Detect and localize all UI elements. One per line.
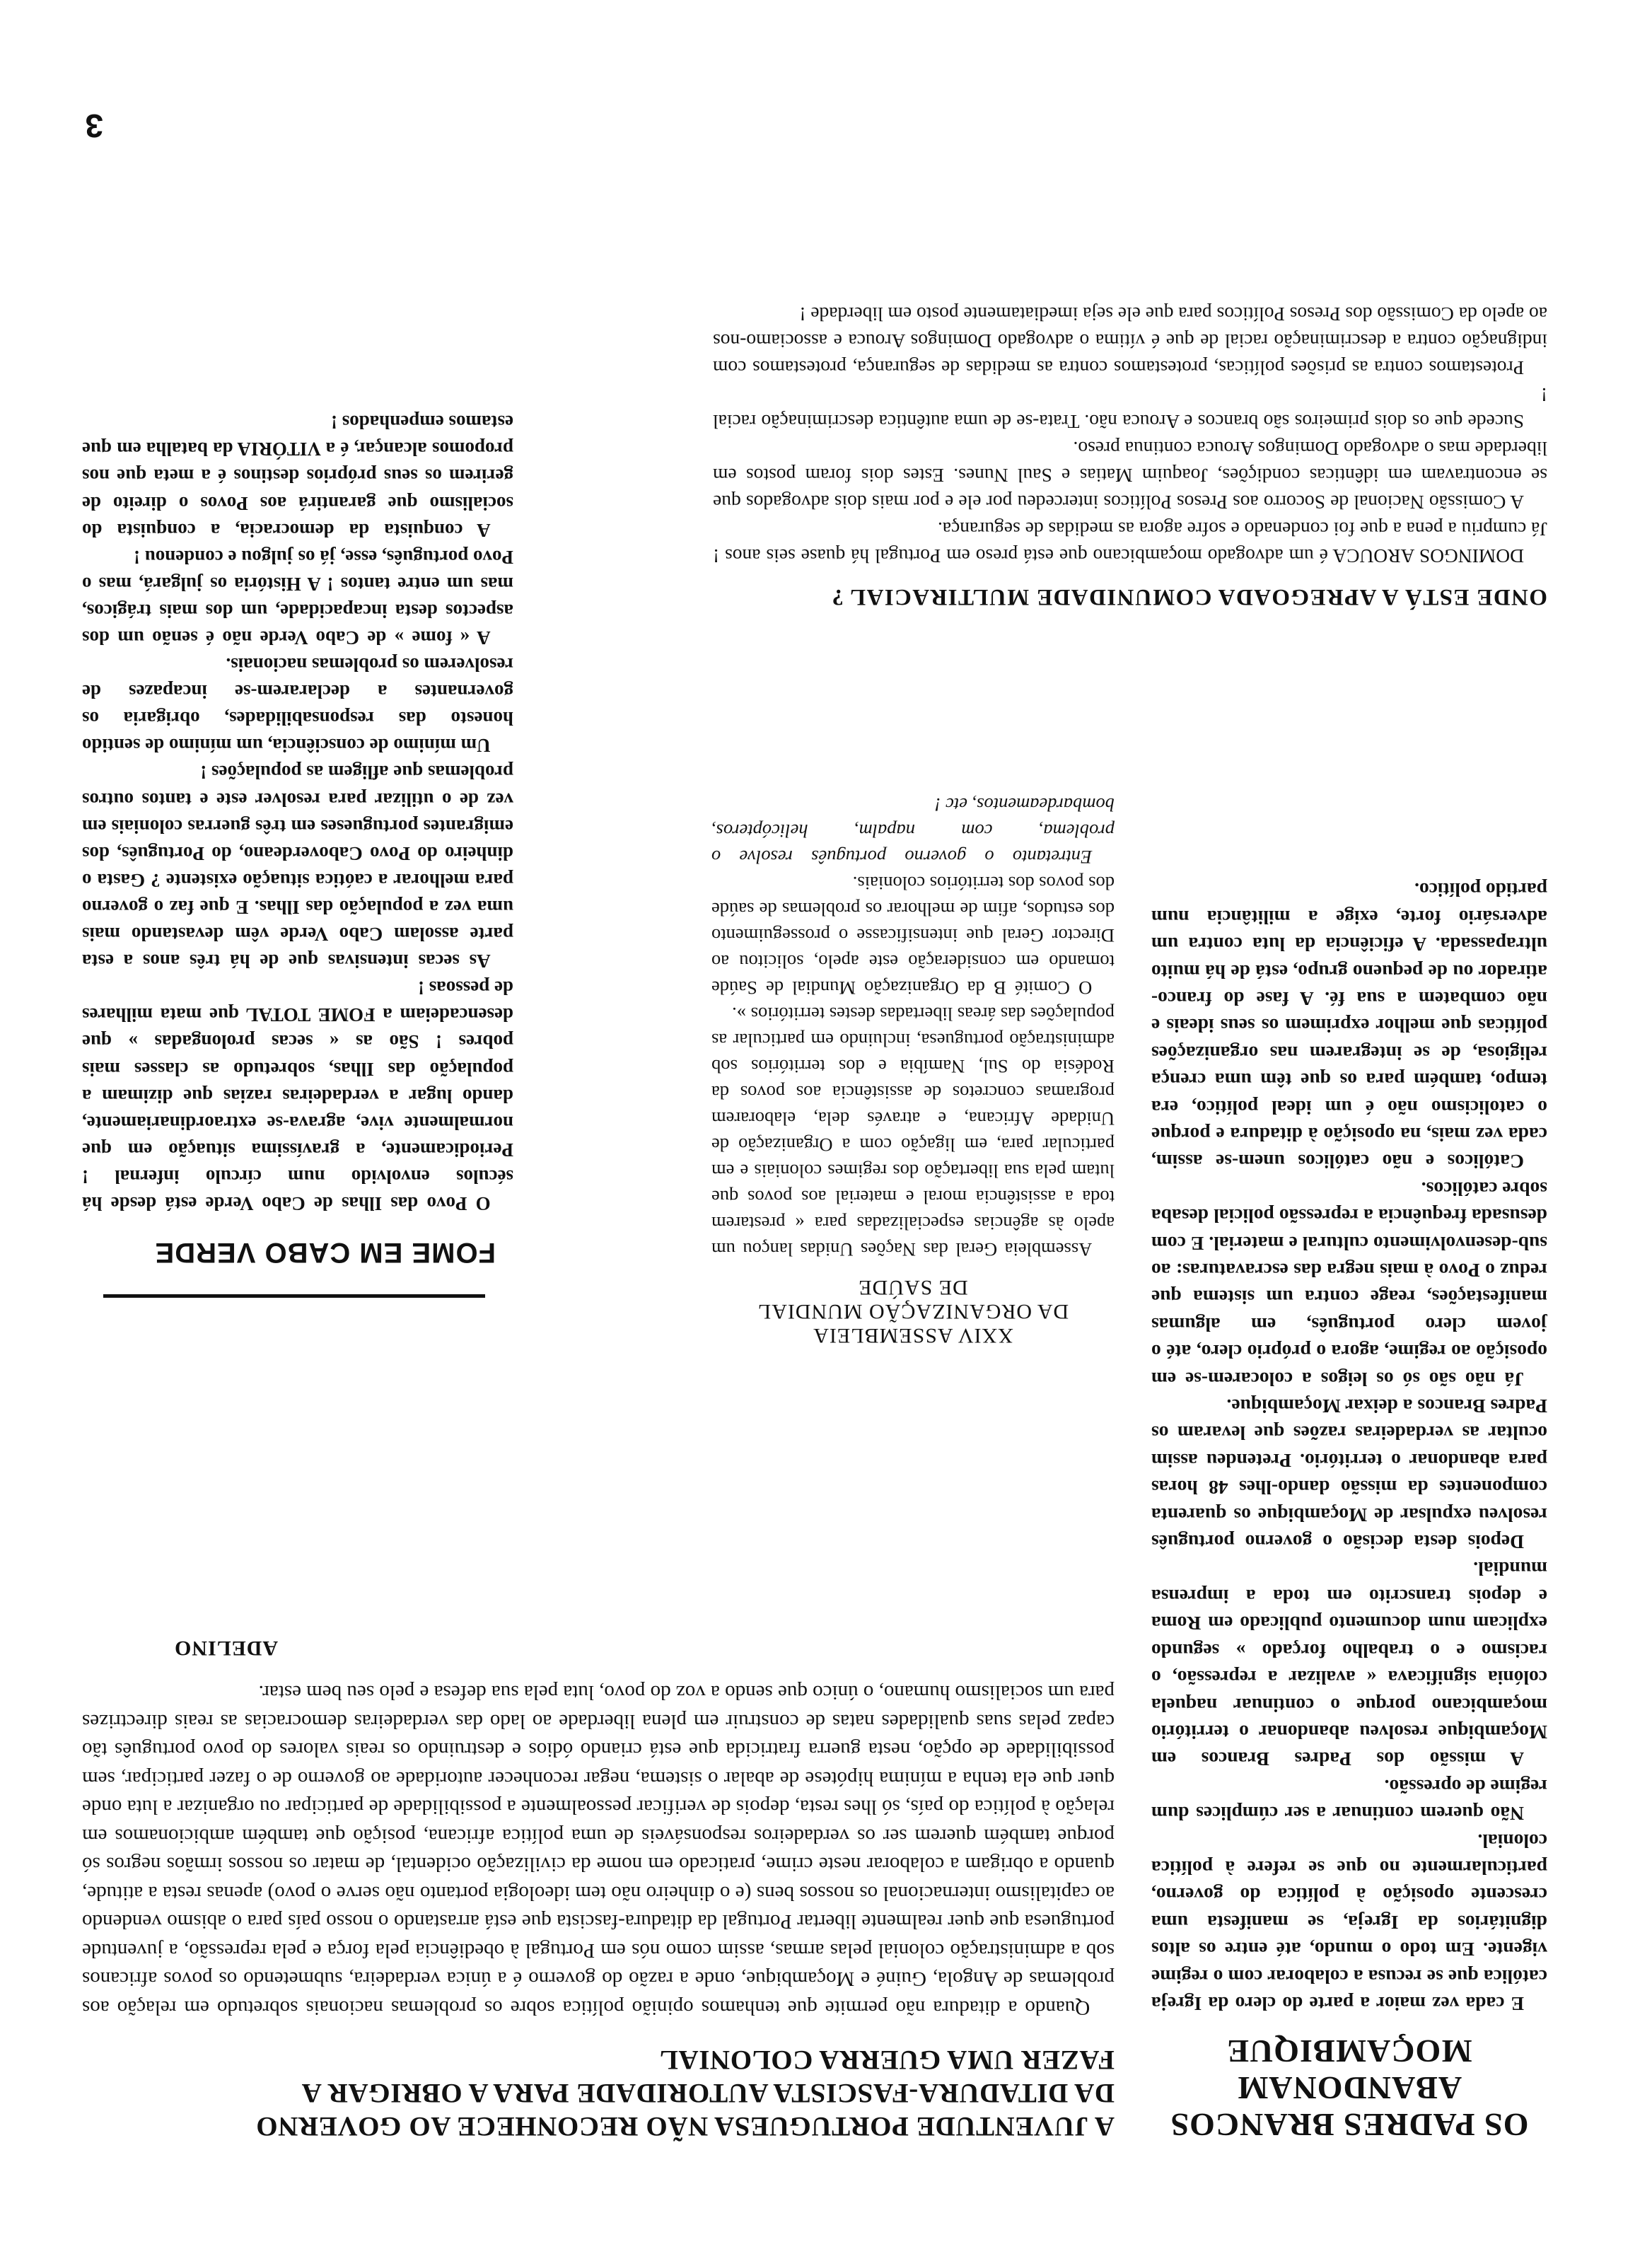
oms-body [711, 791, 1115, 1262]
fome-paragraph: A « fome » de Cabo Verde não é senão um dos aspectos desta incapacidade, um dos mais trágicos, mas um entre tantos ! A História os julgará, mas o Povo português, esse, já os julgou e condenou ! [82, 546, 513, 649]
juventude-body [82, 1678, 1115, 2022]
padres-body [1151, 876, 1547, 2017]
juventude-signature: ADELINO [174, 1637, 279, 1660]
padres-headline-line: OS PADRES BRANCOS [1170, 2107, 1529, 2143]
padres-paragraph: E cada vez maior a parte do clero da Igreja católica que se recusa a colaborar com o regime vigente. Em todo o mundo, até entre os altos dignitários da Igreja, se manifesta uma crescente oposição à política do governo, particularmente no que se refere à política colonial. [1151, 1830, 1547, 2015]
arouca-paragraph: A Comissão Nacional de Socorro aos Presos Políticos intercedeu por ele e por mais dois advogados que se encontravam em idênticas condições, Joaquim Matias e Saul Nunes. Estes dois foram postos em liberdade mas o advogado Domingos Arouca continua preso. [713, 438, 1547, 513]
juventude-article [82, 1347, 1115, 2143]
padres-paragraph: Já não são só os leigos a colocarem-se em oposição ao regime, agora o próprio clero, até o jovem clero português, em algumas manifestações, reage contra um sistema que reduz o Povo à mais negra das escravaturas: ao sub-desenvolvimento cultural e material. E com desusada frequência a repressão policial desaba sobre católicos. [1151, 1178, 1547, 1390]
arouca-paragraph: Protestamos contra as prisões políticas, protestamos contra as medidas de segurança, protestamos com indignação contra a descriminação racial de que é vítima o advogado Domingos Arouca e associamo-nos ao apelo da Comissão dos Presos Políticos para que ele seja imediatamente posto em liberdade ! [713, 303, 1547, 379]
section-divider [103, 1294, 485, 1298]
juventude-headline [82, 2043, 1115, 2143]
oms-headline-line: XXIV ASSEMBLEIA [813, 1324, 1013, 1347]
juventude-headline-line: DA DITADURA-FASCISTA AUTORIDADE PARA A OBRIGAR A [301, 2078, 1115, 2108]
arouca-paragraph: DOMINGOS AROUCA é um advogado moçambicano que está preso em Portugal há quase seis anos ! Já cumpriu a pena a que foi condenado e sofre agora as medidas de segurança. [713, 518, 1547, 567]
juventude-paragraph: Quando a ditadura não permite que tenhamos opinião política sobre os problemas nacionais sobretudo em relação aos problemas de Angola, Guiné e Moçambique, onde a razão do governo é a única verdadeira, submetendo os povos africanos sob a administração colonial pelas armas, assim como nós em Portugal à obediência pela força e pela repressão, a juventude portuguesa que quer realmente libertar Portugal da ditadura-fascista que está arrastando o nosso país para o abismo vendendo ao capitalismo internacional os nossos bens (e o dinheiro não tem ideologia portanto não serve o povo) apenas resta a atitude, quando a obrigam a colaborar neste crime, praticado em nome da civilização ocidental, de matar os nossos irmãos negros só porque também querem ser os verdadeiros responsáveis de uma política africana, posição que também ambicionamos em relação à política do país, só lhes resta, depois de verificar pessoalmente a possibilidade de participar ou organizar a luta onde quer que ela tenha a mínima hipótese de abalar o sistema, negar reconhecer autoridade ao governo de o fazer participar, sem possibilidade de opção, nesta guerra fratricida que está criando ódios e destruindo os reais valores do povo português tão capaz pelas suas qualidades natas de construir em plena liberdade ao lado das verdadeiras democracias as reais directrizes para um socialismo humano, o único que sendo a voz do povo, luta pela sua defesa e pelo seu bem estar. [82, 1681, 1115, 2019]
oms-paragraph: Assembleia Geral das Nações Unidas lançou um apelo às agências especializadas para « prestarem toda a assistência moral e material aos povos que lutam pela sua libertação dos regimes coloniais e em particular para, em ligação com a Organização de Unidade Africana, e através dela, elaborarem programas concretos de assistência aos povos da Rodésia do Sul, Namíbia e dos territórios sob administração portuguesa, incluindo em particular as populações das áreas libertadas destes territórios ». [711, 1004, 1115, 1260]
oms-headline-line: DA ORGANIZAÇÃO MUNDIAL [757, 1300, 1069, 1323]
padres-paragraph: Católicos e não católicos unem-se assim, cada vez mais, na oposição à ditadura e porque o catolicismo não é um ideal político, era tempo, também para os que têm uma crença religiosa, de se integrarem nas organizações políticas que melhor exprimem os seus ideais e não combatem a sua fé. A fase do franco-atirador ou de pequeno grupo, está de há muito ultrapassada. A eficiência da luta contra um adversário forte, exige a militância num partido político. [1151, 879, 1547, 1173]
fome-paragraph: As secas intensivas que de há três anos a esta parte assolam Cabo Verde vêm devastando mais uma vez a população das Ilhas. E que faz o governo para melhorar a caótica situação existente ? Gasta o dinheiro do Povo Caboverdeano, do Português, dos emigrantes portugueses em três guerras coloniais em vez de o utilizar para resolver este e tantos outros problemas que afligem as populações ! [82, 762, 513, 972]
padres-headline-line: ABANDONAM [1236, 2070, 1462, 2106]
padres-paragraph: A missão dos Padres Brancos em Moçambique resolveu abandonar o território moçambicano porque o continuar naquela colónia significava « avalizar a repressão, o racismo e o trabalho forçado » segundo explicam num documento publicado em Roma e depois transcrito em toda a imprensa mundial. [1151, 1558, 1547, 1771]
arouca-article [713, 53, 1547, 612]
fome-headline: FOME EM CABO VERDE [154, 1237, 496, 1268]
fome-body [82, 409, 513, 1217]
fome-paragraph: Um mínimo de consciência, um mínimo de sentido honesto das responsabilidades, obrigaria os governantes a declararem-se incapazes de resolverem os problemas nacionais. [82, 654, 513, 757]
oms-article [711, 686, 1115, 1347]
oms-headline [711, 1275, 1115, 1347]
fome-paragraph: A conquista da democracia, a conquista do socialismo que garantirá aos Povos o direito de gerirem os seus próprios destinos é a meta que nos propomos alcançar, é a VITÓRIA da batalha em que estamos empenhados ! [82, 412, 513, 541]
padres-paragraph: Depois desta decisão o governo português resolveu expulsar de Moçambique os quarenta componentes da missão dando-lhes 48 horas para abandonar o território. Pretendeu assim ocultar as verdadeiras razões que levaram os Padres Brancos a deixar Moçambique. [1151, 1395, 1547, 1554]
fome-article [82, 81, 513, 1269]
padres-paragraph: Não querem continuar a ser cúmplices dum regime de opressão. [1151, 1775, 1547, 1825]
oms-paragraph: Entretanto o governo português resolve o problema, com napalm, helicópteros, bombardeamentos, etc ! [711, 794, 1115, 868]
arouca-paragraph: Sucede que os dois primeiros são brancos e Arouca não. Trata-se de uma autêntica descriminação racial ! [713, 384, 1547, 433]
arouca-headline: ONDE ESTÁ A APREGOADA COMUNIDADE MULTIRACIAL ? [831, 584, 1547, 610]
padres-headline-line: MOÇAMBIQUE [1226, 2033, 1472, 2069]
oms-headline-line: DE SAÚDE [858, 1276, 968, 1299]
juventude-headline-line: FAZER UMA GUERRA COLONIAL [659, 2045, 1115, 2075]
page-number: 3 [85, 107, 103, 144]
oms-paragraph: O Comité B da Organização Mundial de Saúde tomando em consideração este apelo, solicitou ao Director Geral que intensificasse o prosseguimento dos estudos, afim de melhorar os problemas de saúde dos povos dos territórios coloniais. [711, 873, 1115, 999]
juventude-headline-line: A JUVENTUDE PORTUGUESA NÃO RECONHECE AO GOVERNO [255, 2111, 1115, 2142]
padres-headline [1151, 2033, 1547, 2143]
fome-paragraph: O Povo das Ilhas de Cabo Verde está desde há séculos envolvido num círculo infernal ! Periodicamente, a gravíssima situação em que normalmente vive, agrava-se extraordinariamente, dando lugar a verdadeiras razias que dizimam a população das Ilhas, sobretudo as classes mais pobres ! São as « secas prolongadas » que desencadeiam a FOME TOTAL que mata milhares de pessoas ! [82, 977, 513, 1214]
arouca-body [713, 301, 1547, 569]
